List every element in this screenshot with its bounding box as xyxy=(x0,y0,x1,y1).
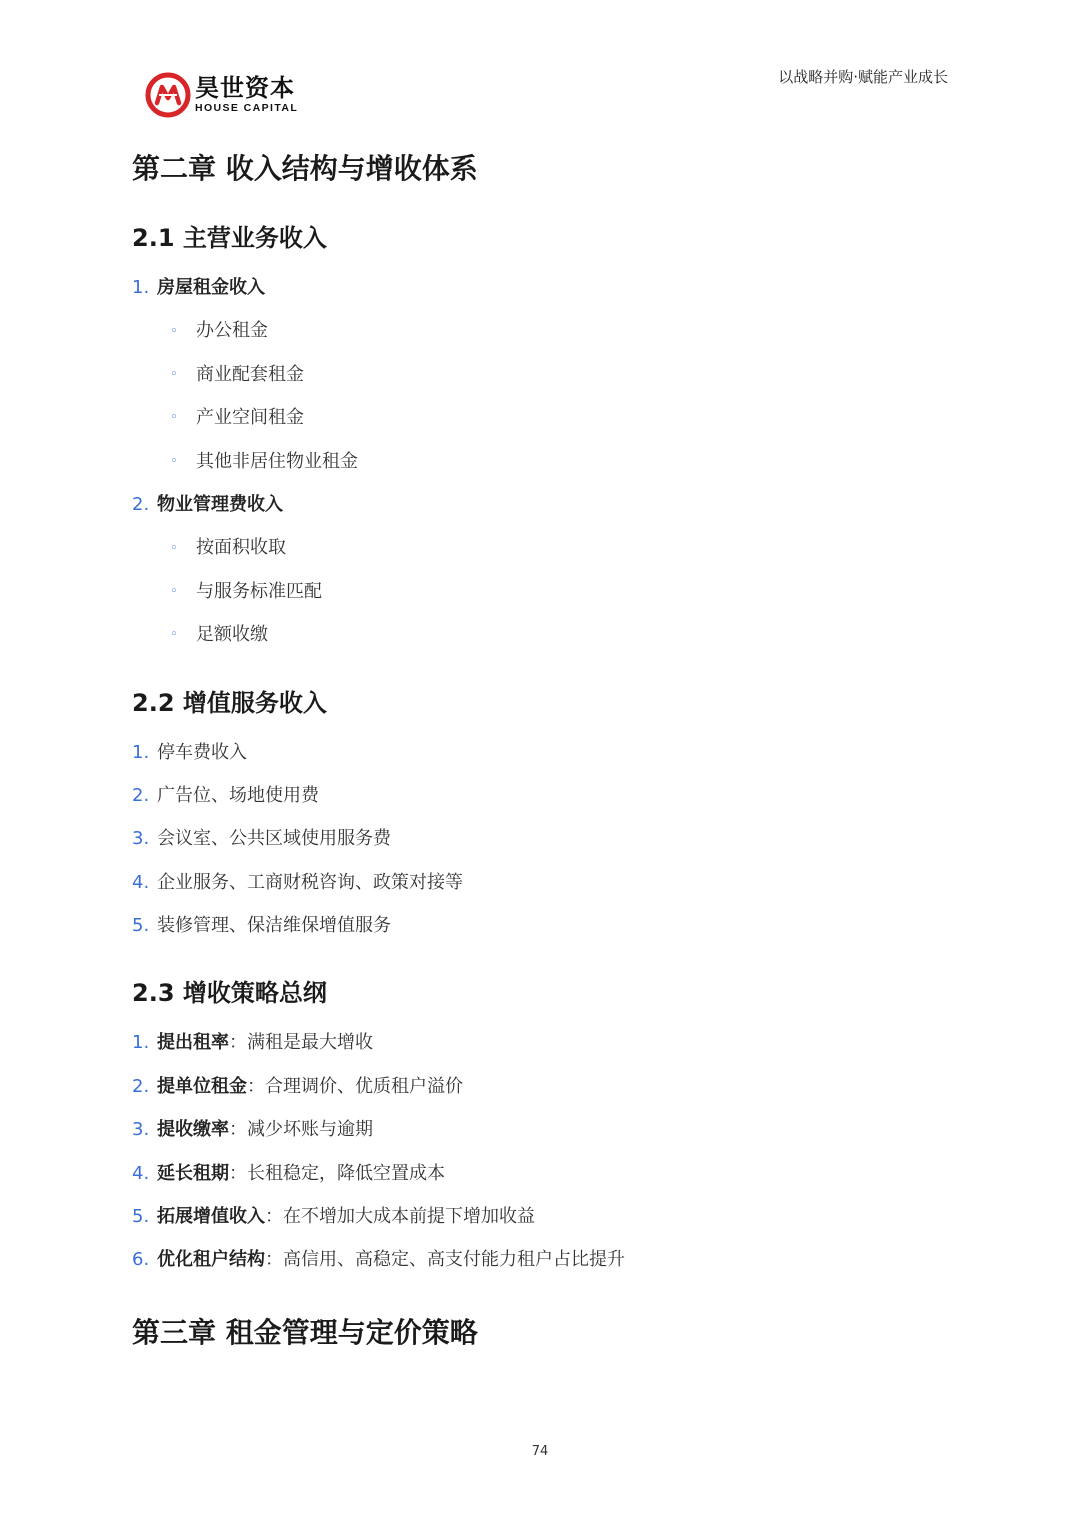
list-item xyxy=(132,266,952,309)
logo-chinese-name: 昊世资本 xyxy=(195,74,295,102)
sub-item-text: 商业配套租金 xyxy=(196,363,304,385)
chapter-2-title: 第二章 收入结构与增收体系 xyxy=(132,152,478,185)
sub-list-item xyxy=(132,353,952,396)
list-item xyxy=(132,861,952,904)
list-number: 1. xyxy=(132,1032,150,1054)
list-item-text: ：高信用、高稳定、高支付能力租户占比提升 xyxy=(265,1249,625,1271)
list-number: 2. xyxy=(132,1075,150,1097)
company-logo xyxy=(145,70,298,120)
list-item xyxy=(132,817,952,860)
circle-bullet-icon: ◦ xyxy=(170,453,178,469)
list-item-label: 提单位租金 xyxy=(157,1075,247,1097)
circle-bullet-icon: ◦ xyxy=(170,367,178,383)
list-item xyxy=(132,731,952,774)
sub-item-text: 产业空间租金 xyxy=(196,407,304,429)
house-capital-logo-icon xyxy=(145,72,191,118)
list-item-text: ：减少坏账与逾期 xyxy=(229,1119,373,1141)
circle-bullet-icon: ◦ xyxy=(170,410,178,426)
list-item-label: 物业管理费收入 xyxy=(157,493,283,515)
list-item-label: 提收缴率 xyxy=(157,1119,229,1141)
section-2-1-title: 2.1 主营业务收入 xyxy=(132,224,327,252)
sub-list-item xyxy=(132,440,952,483)
list-number: 3. xyxy=(132,1119,150,1141)
list-item-label: 拓展增值收入 xyxy=(157,1206,265,1228)
list-item-text: ：在不增加大成本前提下增加收益 xyxy=(265,1206,535,1228)
list-item xyxy=(132,483,952,526)
circle-bullet-icon: ◦ xyxy=(170,627,178,643)
list-number: 5. xyxy=(132,915,150,937)
list-number: 4. xyxy=(132,871,150,893)
page-header xyxy=(0,0,1080,130)
list-item-text: 停车费收入 xyxy=(157,741,247,763)
list-item-label: 优化租户结构 xyxy=(157,1249,265,1271)
list-item xyxy=(132,1152,952,1195)
circle-bullet-icon: ◦ xyxy=(170,540,178,556)
list-number: 1. xyxy=(132,277,150,298)
circle-bullet-icon: ◦ xyxy=(170,323,178,339)
sub-item-text: 办公租金 xyxy=(196,320,268,342)
list-number: 2. xyxy=(132,493,150,515)
sub-item-text: 与服务标准匹配 xyxy=(196,580,322,602)
document-body xyxy=(132,148,952,1354)
list-item-text: ：合理调价、优质租户溢价 xyxy=(247,1075,463,1097)
sub-list-item xyxy=(132,396,952,439)
list-item xyxy=(132,904,952,947)
list-number: 4. xyxy=(132,1162,150,1184)
sub-list-item xyxy=(132,570,952,613)
header-slogan: 以战略并购·赋能产业成长 xyxy=(778,68,948,86)
sub-list-item xyxy=(132,526,952,569)
sub-item-text: 按面积收取 xyxy=(196,537,286,559)
list-item xyxy=(132,1238,952,1281)
list-item xyxy=(132,1065,952,1108)
list-item-text: 装修管理、保洁维保增值服务 xyxy=(157,915,391,937)
list-number: 1. xyxy=(132,741,150,763)
section-2-3-title: 2.3 增收策略总纲 xyxy=(132,979,327,1008)
sub-item-text: 其他非居住物业租金 xyxy=(196,450,358,472)
list-item-label: 延长租期 xyxy=(157,1162,229,1184)
list-item xyxy=(132,774,952,817)
list-item xyxy=(132,1108,952,1151)
sub-item-text: 足额收缴 xyxy=(196,624,268,646)
list-number: 3. xyxy=(132,828,150,850)
logo-english-name: HOUSE CAPITAL xyxy=(195,102,299,114)
sub-list-item xyxy=(132,613,952,656)
section-2-2-title: 2.2 增值服务收入 xyxy=(132,688,327,717)
list-item-label: 提出租率 xyxy=(157,1032,229,1054)
chapter-3-title: 第三章 租金管理与定价策略 xyxy=(132,1315,478,1349)
list-item-label: 房屋租金收入 xyxy=(157,277,265,298)
list-number: 6. xyxy=(132,1249,150,1271)
sub-list-item xyxy=(132,309,952,352)
list-item-text: 广告位、场地使用费 xyxy=(157,784,319,806)
list-item xyxy=(132,1021,952,1064)
list-number: 2. xyxy=(132,784,150,806)
list-item-text: ：满租是最大增收 xyxy=(229,1032,373,1054)
list-item xyxy=(132,1195,952,1238)
list-item-text: 会议室、公共区域使用服务费 xyxy=(157,828,391,850)
list-item-text: 企业服务、工商财税咨询、政策对接等 xyxy=(157,871,463,893)
page-number: 74 xyxy=(531,1444,549,1459)
list-number: 5. xyxy=(132,1206,150,1228)
list-item-text: ：长租稳定，降低空置成本 xyxy=(229,1162,445,1184)
circle-bullet-icon: ◦ xyxy=(170,584,178,600)
